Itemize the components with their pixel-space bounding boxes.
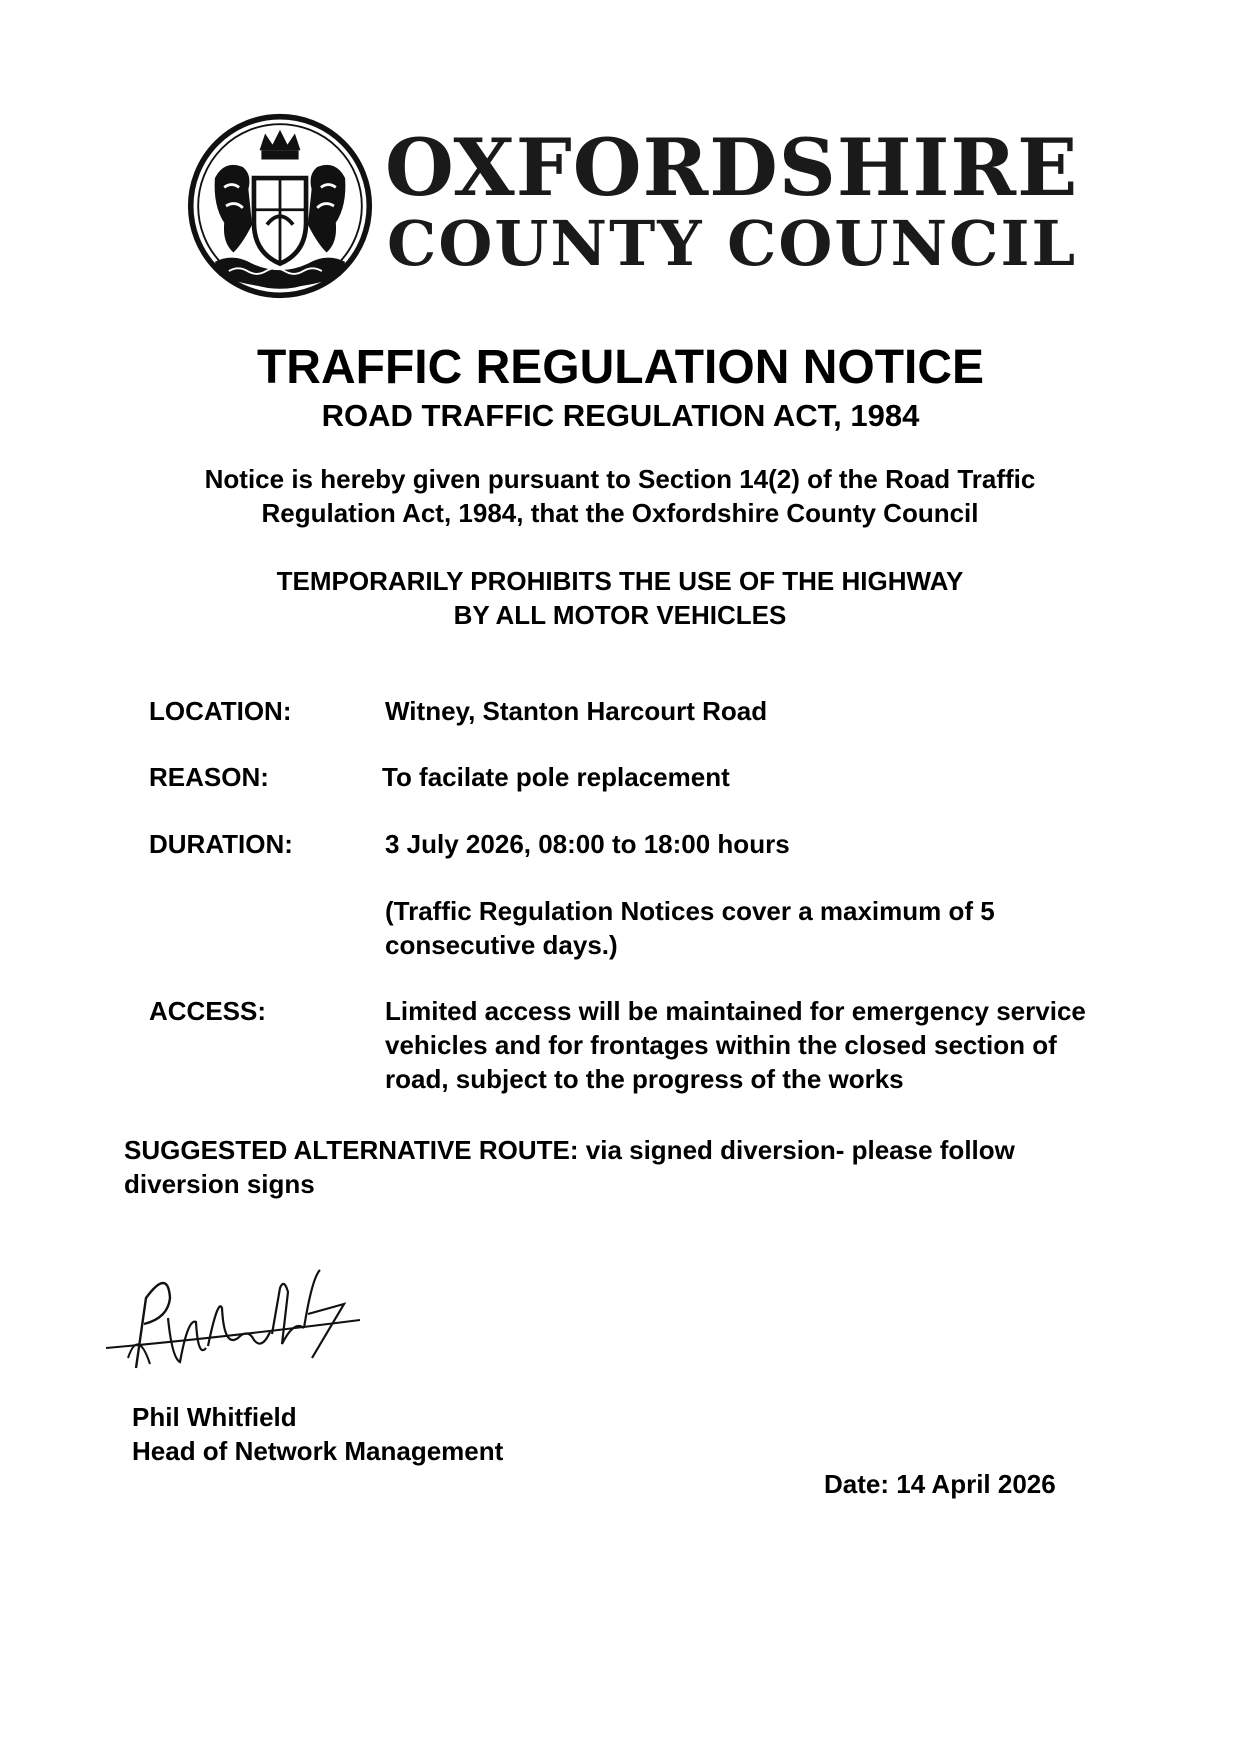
alternative-route-line: SUGGESTED ALTERNATIVE ROUTE: via signed diversion- please follow bbox=[124, 1135, 1015, 1165]
alternative-route bbox=[124, 1133, 1144, 1201]
notice-title: TRAFFIC REGULATION NOTICE bbox=[256, 341, 985, 394]
access-line: vehicles and for frontages within the closed section of bbox=[385, 1030, 1057, 1060]
prohibition-line: BY ALL MOTOR VEHICLES bbox=[453, 600, 787, 630]
signatory bbox=[132, 1400, 503, 1468]
organisation-name-line1: OXFORDSHIRE bbox=[385, 121, 1079, 214]
notice-subtitle: ROAD TRAFFIC REGULATION ACT, 1984 bbox=[321, 398, 920, 433]
duration-text: 3 July 2026, 08:00 to 18:00 hours bbox=[385, 829, 790, 859]
access-value bbox=[385, 994, 1185, 1096]
notice-intro bbox=[150, 462, 1090, 530]
access-label: ACCESS: bbox=[149, 996, 267, 1026]
notice-date: Date: 14 April 2026 bbox=[824, 1469, 1056, 1499]
duration-note bbox=[385, 894, 1185, 962]
signatory-name: Phil Whitfield bbox=[132, 1402, 297, 1432]
location-label: LOCATION: bbox=[149, 696, 292, 726]
access-line: road, subject to the progress of the works bbox=[385, 1064, 904, 1094]
organisation-name-line2: COUNTY COUNCIL bbox=[387, 207, 1078, 280]
reason-label: REASON: bbox=[149, 762, 269, 792]
prohibition-line: TEMPORARILY PROHIBITS THE USE OF THE HIGHWAY bbox=[276, 566, 964, 596]
handwritten-signature bbox=[98, 1258, 368, 1378]
duration-label: DURATION: bbox=[149, 829, 293, 859]
intro-line: Notice is hereby given pursuant to Section 14(2) of the Road Traffic bbox=[204, 464, 1036, 494]
duration-value bbox=[385, 827, 1185, 861]
location-text: Witney, Stanton Harcourt Road bbox=[385, 696, 768, 726]
reason-value bbox=[382, 760, 1182, 794]
location-value bbox=[385, 694, 1185, 728]
intro-line: Regulation Act, 1984, that the Oxfordshire County Council bbox=[261, 498, 979, 528]
prohibition-statement bbox=[150, 564, 1090, 632]
county-coat-of-arms-icon bbox=[187, 113, 373, 299]
alternative-route-line: diversion signs bbox=[124, 1169, 315, 1199]
reason-text: To facilate pole replacement bbox=[382, 762, 730, 792]
access-line: Limited access will be maintained for emergency service bbox=[385, 996, 1086, 1026]
signatory-role: Head of Network Management bbox=[132, 1436, 504, 1466]
duration-note-line: consecutive days.) bbox=[385, 930, 618, 960]
duration-note-line: (Traffic Regulation Notices cover a maximum of 5 bbox=[385, 896, 995, 926]
